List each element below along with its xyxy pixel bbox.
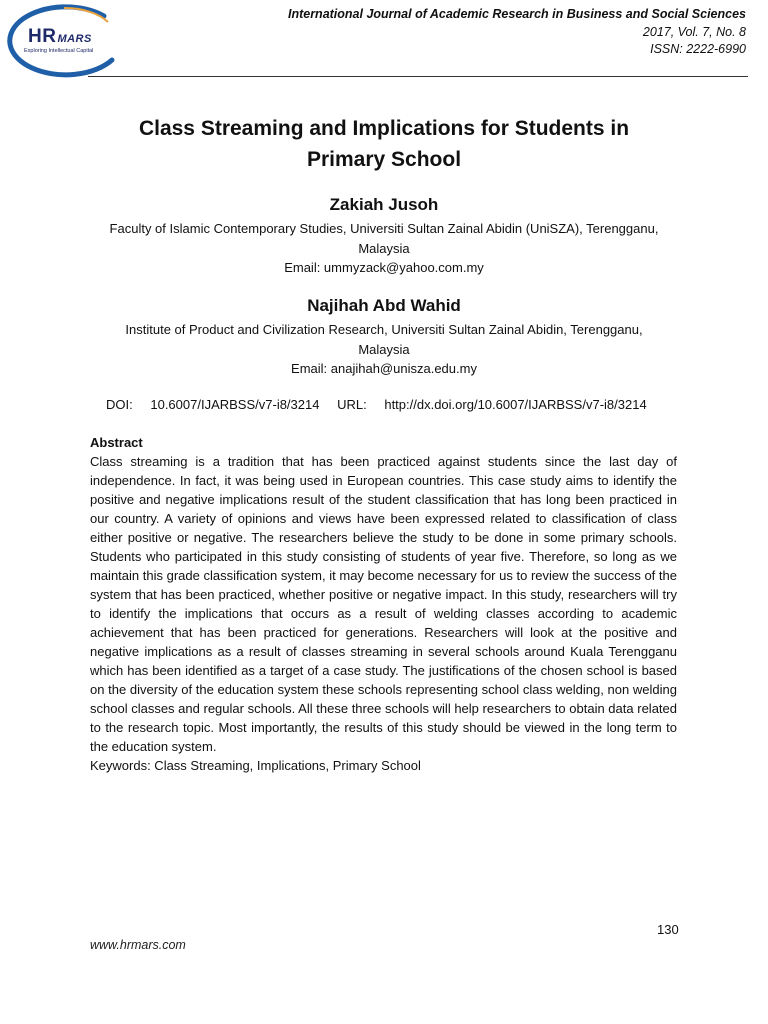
author-name: Zakiah Jusoh: [329, 195, 439, 214]
author-email[interactable]: Email: anajihah@unisza.edu.my: [291, 361, 477, 376]
url-link[interactable]: http://dx.doi.org/10.6007/IJARBSS/v7-i8/3214: [384, 397, 647, 412]
page-number: 130: [657, 922, 679, 937]
paper-title: [0, 113, 768, 175]
logo-tagline: Exploring Intellectual Capital: [24, 48, 94, 54]
author-affiliation: Faculty of Islamic Contemporary Studies, Universiti Sultan Zainal Abidin (UniSZA), Terengganu,: [109, 221, 659, 236]
title-line-1: Class Streaming and Implications for Students in: [138, 117, 630, 140]
journal-name: International Journal of Academic Research in Business and Social Sciences: [287, 7, 746, 21]
journal-issn: ISSN: 2222-6990: [650, 42, 746, 56]
logo-brand-suffix: MARS: [57, 33, 92, 45]
author-affiliation: Institute of Product and Civilization Research, Universiti Sultan Zainal Abidin, Terengganu,: [125, 322, 643, 337]
journal-header: [288, 6, 746, 59]
doi-line: [106, 395, 661, 414]
logo-brand: HR: [28, 26, 57, 47]
doi-label: DOI:: [106, 397, 133, 412]
hrmars-logo: [4, 2, 120, 80]
logo-wordmark: [28, 26, 92, 48]
author-block-1: [0, 193, 768, 278]
abstract-heading: Abstract: [90, 435, 143, 450]
abstract-body: Class streaming is a tradition that has been practiced against students since the last day of independence. In fact, it was being used in European countries. This case study aims to identify the positive and negative implications result of the student classification that has long been practiced in our country. A variety of opinions and views have been expressed related to classification of class either positive or negative. The researchers believe the study to be done in some primary schools. Students who participated in this study consisting of students of year five. Therefore, so long as we maintain this grade classification system, it may become necessary for us to review the success of the system that has been practiced, whether positive or negative impact. In this study, researchers will try to identify the implications that occurs as a result of welding classes according to academic achievement that has been practiced for generations. Researchers will look at the positive and negative implications as a result of classes streaming in several schools around Kuala Terengganu which has been identified as a target of a case study. The justifications of the chosen school is based on the diversity of the education system these schools representing school class welding, non welding school classes and regular schools. All these three schools will help researchers to obtain data related to the research topic. Most importantly, the results of this study should be viewed in the long term to the education system.: [90, 454, 677, 754]
author-affiliation-country: Malaysia: [358, 240, 410, 256]
author-name: Najihah Abd Wahid: [307, 296, 461, 315]
doi-value[interactable]: 10.6007/IJARBSS/v7-i8/3214: [150, 397, 320, 412]
footer-website-link[interactable]: www.hrmars.com: [90, 938, 186, 952]
abstract-section: [90, 433, 677, 775]
header-divider: [88, 76, 748, 77]
author-affiliation-country: Malaysia: [358, 341, 410, 357]
author-email[interactable]: Email: ummyzack@yahoo.com.my: [284, 260, 484, 275]
author-block-2: [0, 294, 768, 379]
title-line-2: Primary School: [306, 148, 462, 171]
url-label: URL:: [337, 397, 367, 412]
journal-volume: 2017, Vol. 7, No. 8: [642, 24, 746, 39]
keywords: Keywords: Class Streaming, Implications, Primary School: [90, 758, 421, 773]
